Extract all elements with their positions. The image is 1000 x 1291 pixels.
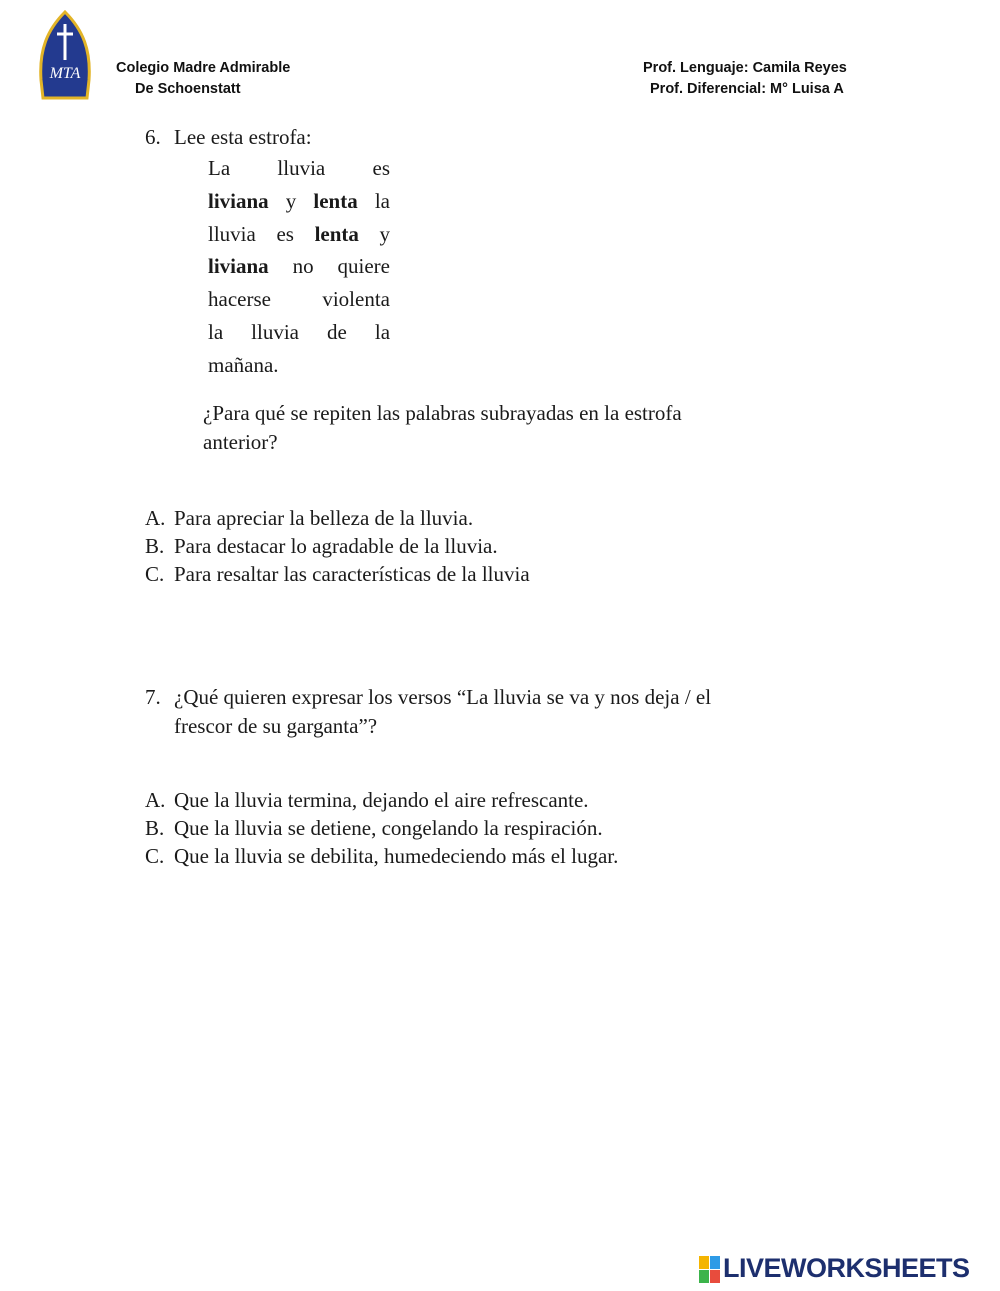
q7-option-b[interactable]: B. Que la lluvia se detiene, congelando la respiración. [145, 816, 603, 840]
stanza-line: lluvia es lenta y [208, 221, 391, 246]
q6-option-c[interactable]: C. Para resaltar las características de la lluvia [145, 562, 530, 586]
stanza-line: liviana no quiere [208, 254, 391, 279]
stanza-line: hacerse violenta [208, 287, 390, 312]
q6-number: 6. [145, 125, 161, 149]
liveworksheets-logo-icon [699, 1256, 721, 1284]
poem-stanza [208, 152, 390, 382]
emphasized-word: liviana [208, 254, 269, 279]
stanza-line: mañana. [208, 352, 279, 377]
emphasized-word: liviana [208, 188, 269, 213]
school-logo [37, 10, 93, 102]
brand-color-block [710, 1270, 720, 1283]
stanza-line: La lluvia es [208, 156, 391, 180]
logo-monogram: MTA [49, 65, 81, 82]
q6-prompt: Lee esta estrofa: [174, 125, 312, 149]
teacher-language: Prof. Lenguaje: Camila Reyes [643, 60, 847, 76]
teacher-differential: Prof. Diferencial: M° Luisa A [650, 81, 844, 97]
liveworksheets-brand[interactable]: LIVEWORKSHEETS [723, 1253, 970, 1283]
q7-number: 7. [145, 685, 161, 709]
emphasized-word: lenta [313, 188, 358, 213]
stanza-line: la lluvia de la [208, 319, 391, 344]
q6-question: ¿Para qué se repiten las palabras subrayadas en la estrofa anterior? [203, 401, 682, 454]
emphasized-word: lenta [314, 221, 359, 246]
brand-color-block [710, 1256, 720, 1269]
stanza-line: liviana y lenta la [208, 188, 390, 213]
q7-option-c[interactable]: C. Que la lluvia se debilita, humedeciendo más el lugar. [145, 844, 619, 868]
q6-option-a[interactable]: A. Para apreciar la belleza de la lluvia. [145, 506, 474, 530]
q7-question: 7. ¿Qué quieren expresar los versos “La lluvia se va y nos deja / el frescor de su garganta”? [145, 685, 712, 738]
school-name: Colegio Madre Admirable [116, 60, 291, 76]
brand-color-block [699, 1270, 709, 1283]
q6-heading [145, 123, 312, 152]
brand-color-block [699, 1256, 709, 1269]
q6-option-b[interactable]: B. Para destacar lo agradable de la lluvia. [145, 534, 498, 558]
q7-option-a[interactable]: A. Que la lluvia termina, dejando el aire refrescante. [145, 788, 589, 812]
school-subname: De Schoenstatt [135, 81, 241, 97]
